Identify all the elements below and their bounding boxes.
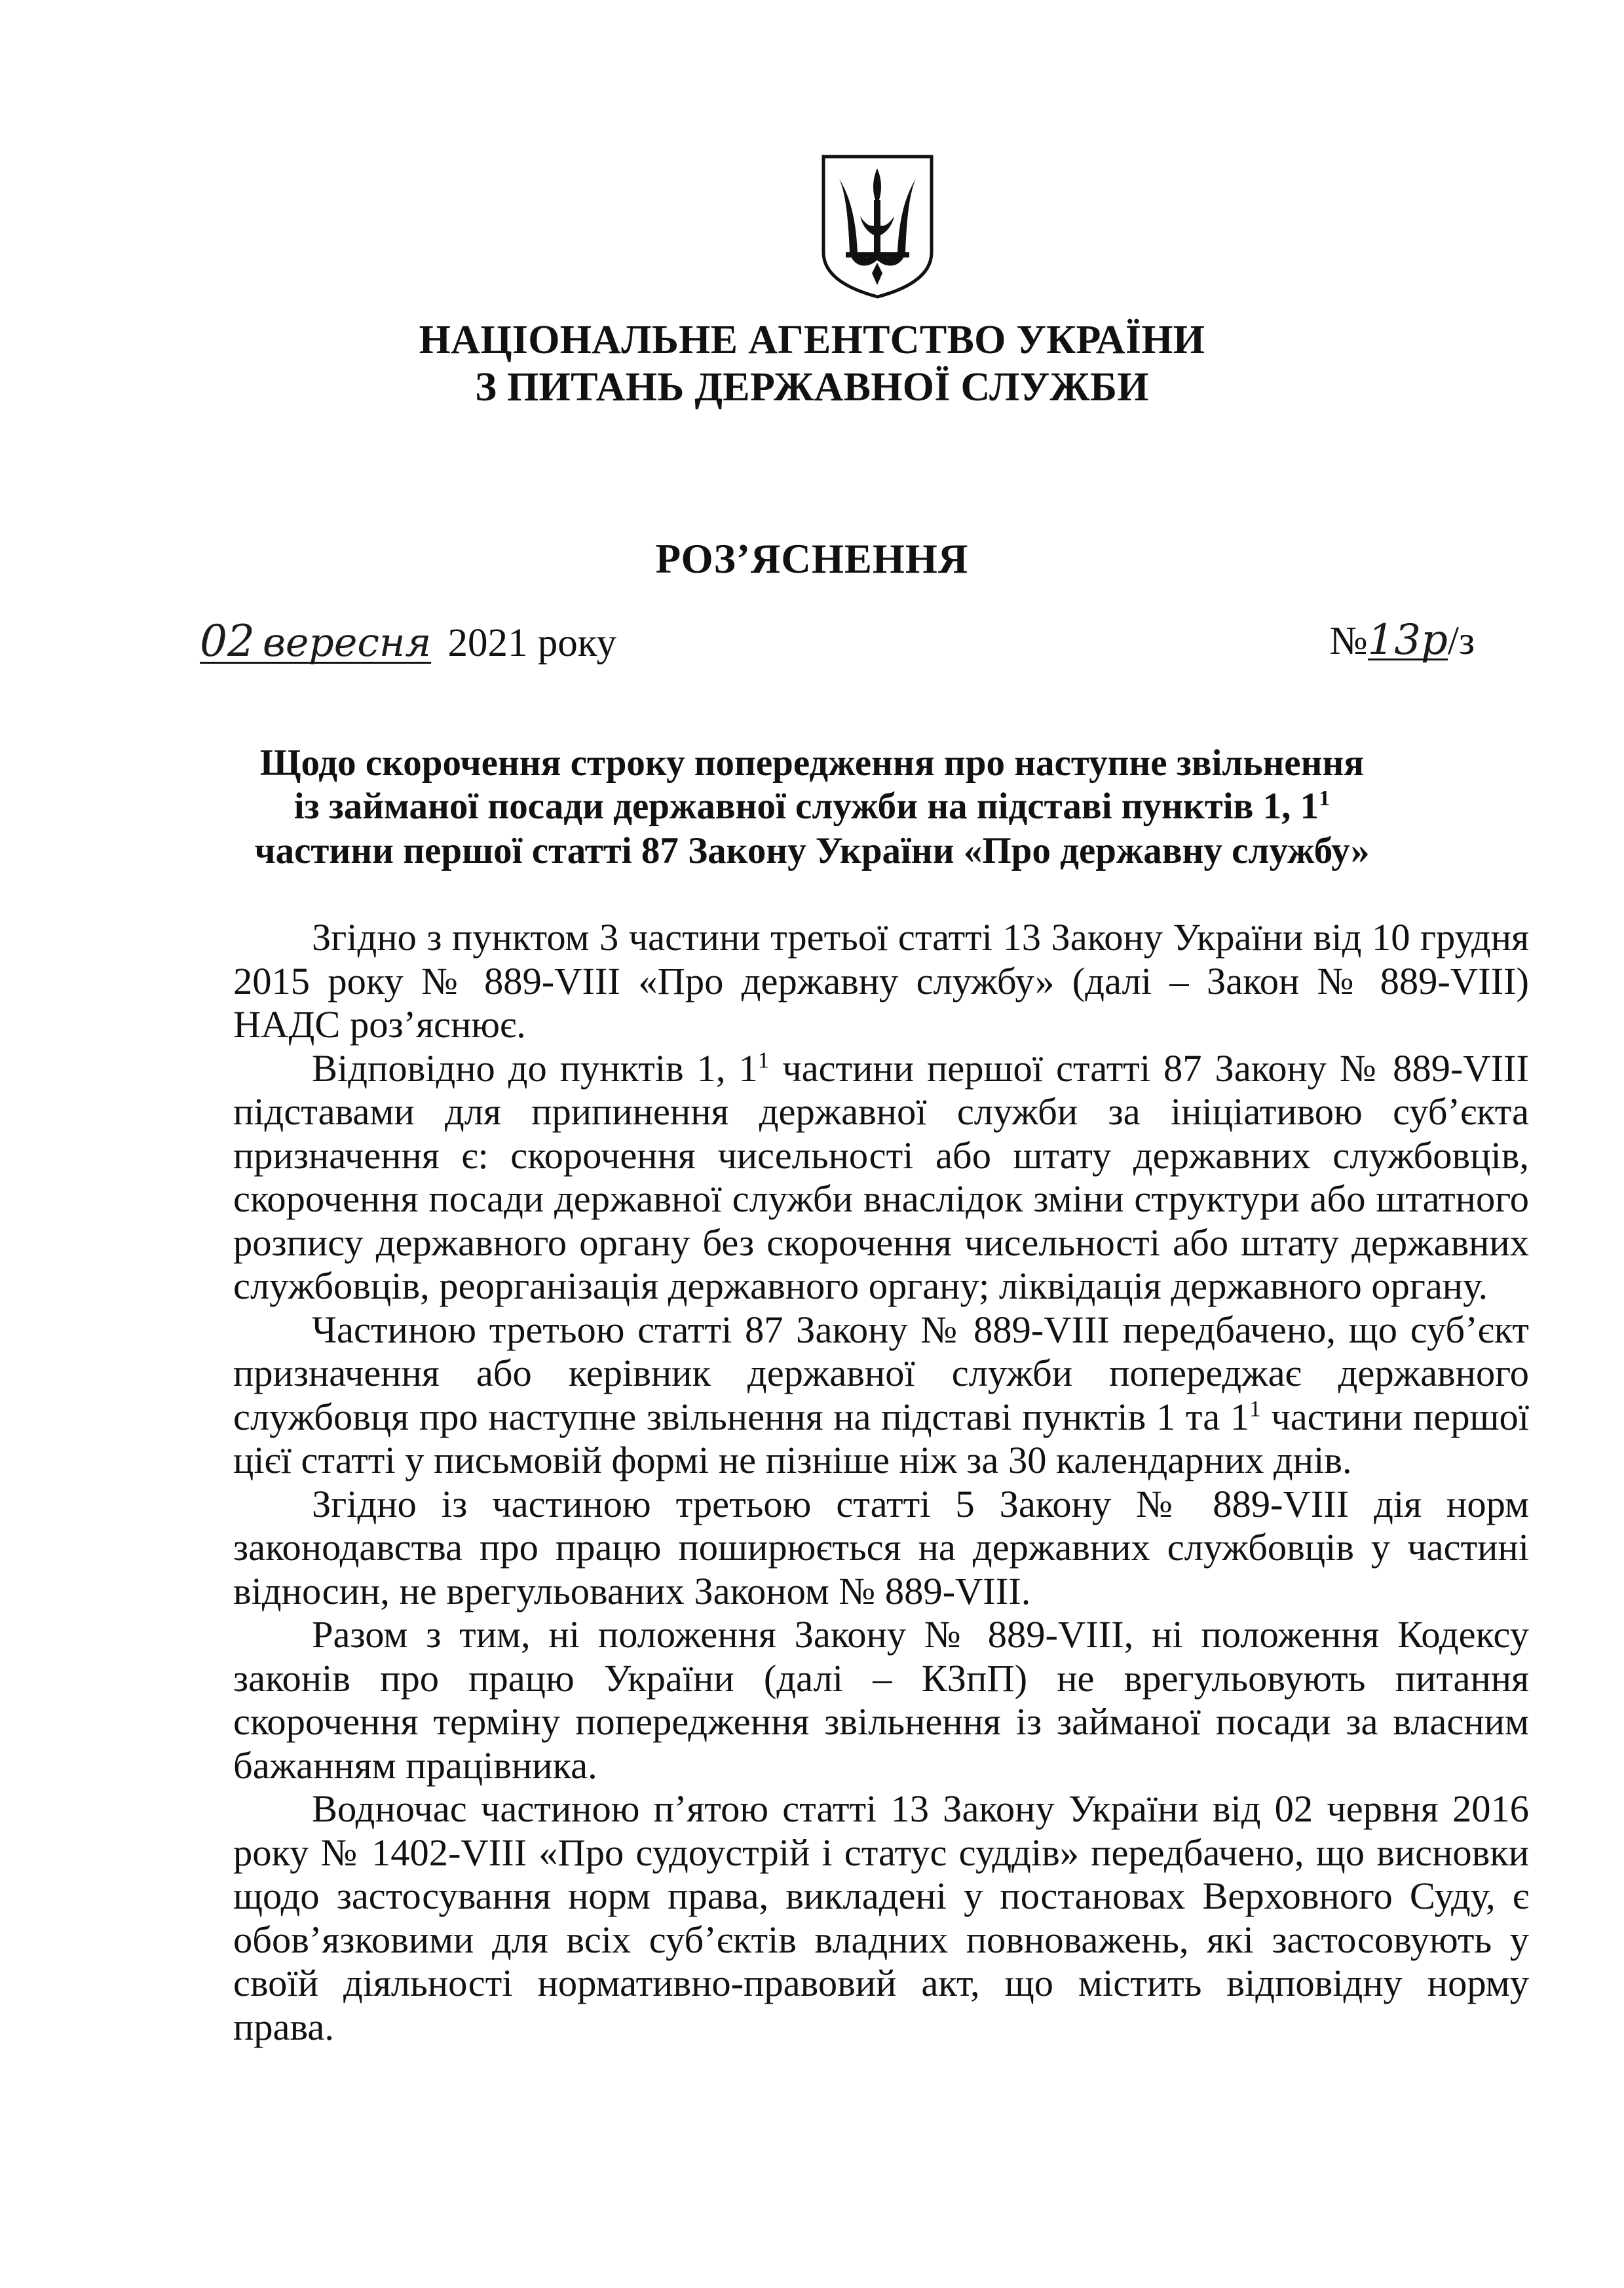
- handwritten-date-month: вересня: [262, 620, 432, 666]
- body-paragraph-3-superscript: 1: [1249, 1396, 1261, 1421]
- handwritten-date: [200, 616, 431, 666]
- handwritten-date-day: 02: [200, 616, 255, 666]
- subject-line-3: частини першої статті 87 Закону України «Про державну службу»: [254, 830, 1370, 871]
- document-date: [200, 616, 616, 668]
- body-paragraph-3-start: Частиною третьою статті 87 Закону № 889-VIII передбачено, що суб’єкт призначення або керівник державної служби попереджає державного службовця про наступне звільнення на підставі пунктів 1 та 1: [233, 1308, 1529, 1438]
- ukrainian-trident-emblem-icon: [820, 154, 935, 299]
- subject-superscript: 1: [1319, 786, 1331, 810]
- document-body: [233, 916, 1529, 2049]
- number-prefix: №: [1329, 619, 1368, 663]
- body-paragraph-4: Згідно із частиною третьою статті 5 Закону № 889-VIII дія норм законодавства про працю поширюється на державних службовців у частині відносин, не врегульованих Законом № 889-VIII.: [233, 1482, 1529, 1612]
- body-paragraph-6: Водночас частиною п’ятою статті 13 Закону України від 02 червня 2016 року № 1402-VIII «Про судоустрій і статус суддів» передбачено, що висновки щодо застосування норм права, викладені у постановах Верховного Суду, є обов’язковими для всіх суб’єктів владних повноважень, які застосовують у своїй діяльності нормативно-правовий акт, що містить відповідну норму права.: [233, 1787, 1529, 2048]
- body-paragraph-2-start: Відповідно до пунктів 1, 1: [312, 1046, 758, 1090]
- handwritten-number: 13р: [1367, 616, 1448, 664]
- body-paragraph-3: [233, 1308, 1529, 1483]
- body-paragraph-2-superscript: 1: [757, 1047, 770, 1073]
- body-paragraph-3-end: частини першої цієї статті у письмовій формі не пізніше ніж за 30 календарних днів.: [233, 1395, 1529, 1481]
- body-paragraph-2: [233, 1047, 1529, 1308]
- subject-line-2-text: із займаної посади державної служби на підставі пунктів 1, 1: [293, 786, 1319, 827]
- date-year: 2021 року: [447, 621, 616, 665]
- agency-name-line-1: НАЦІОНАЛЬНЕ АГЕНТСТВО УКРАЇНИ: [419, 318, 1205, 362]
- agency-name-line-2: З ПИТАНЬ ДЕРЖАВНОЇ СЛУЖБИ: [475, 365, 1149, 410]
- number-suffix: /з: [1447, 619, 1475, 663]
- body-paragraph-5: Разом з тим, ні положення Закону № 889-VIII, ні положення Кодексу законів про працю України (далі – КЗпП) не врегульовують питання скорочення терміну попередження звільнення із займаної посади за власним бажанням працівника.: [233, 1613, 1529, 1787]
- document-type-title: РОЗ’ЯСНЕННЯ: [655, 536, 969, 582]
- subject-line-1: Щодо скорочення строку попередження про наступне звільнення: [259, 742, 1365, 784]
- body-paragraph-2-end: частини першої статті 87 Закону № 889-VIII підставами для припинення державної служби за ініціативою суб’єкта призначення є: скорочення чисельності або штату державних службовців, скорочення посади державної служби внаслідок зміни структури або штатного розпису державного органу без скорочення чисельності або штату державних службовців, реорганізація державного органу; ліквідація державного органу.: [233, 1046, 1529, 1307]
- body-paragraph-1: Згідно з пунктом 3 частини третьої статті 13 Закону України від 10 грудня 2015 року № 889-VIII «Про державну службу» (далі – Закон № 889-VIII) НАДС роз’яснює.: [233, 916, 1529, 1046]
- subject-line-2: [0, 785, 1624, 828]
- document-number: [1329, 616, 1475, 664]
